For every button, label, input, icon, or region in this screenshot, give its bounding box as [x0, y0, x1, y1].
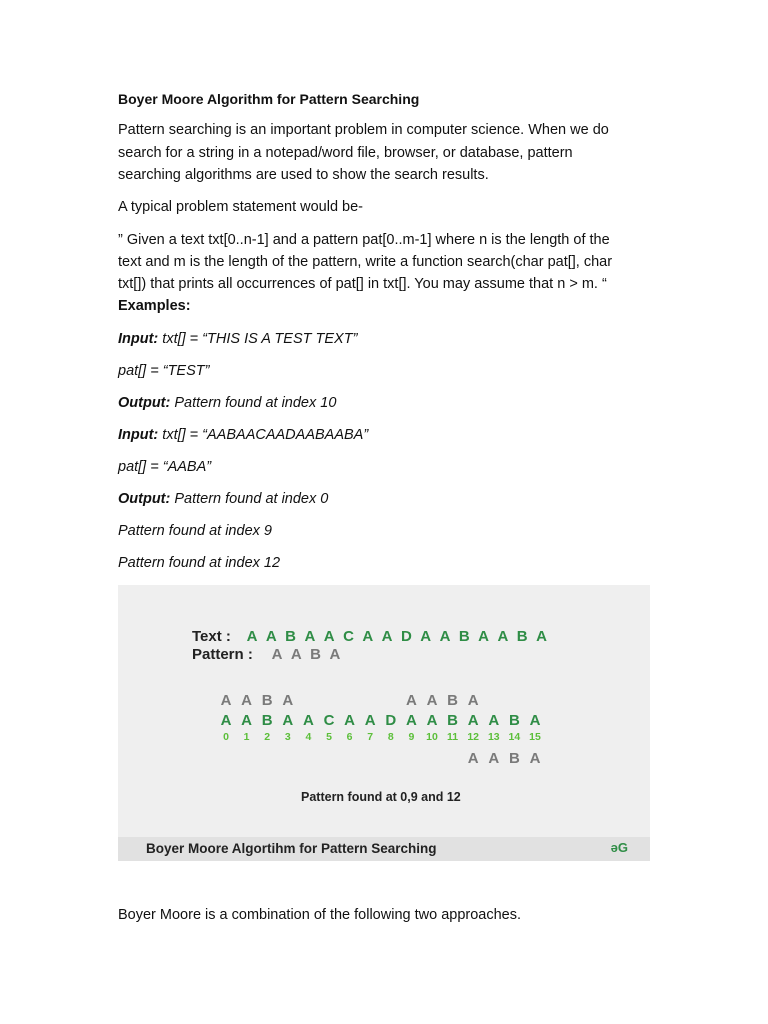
text-label: Text : — [192, 628, 231, 645]
header-text-char: A — [420, 628, 432, 645]
intro-line-1: Pattern searching is an important problem in computer science. When we do — [118, 122, 609, 138]
header-text-char: A — [265, 628, 277, 645]
index-label: 14 — [508, 731, 521, 743]
input-value: txt[] = “THIS IS A TEST TEXT” — [158, 331, 358, 347]
index-label: 8 — [387, 731, 394, 743]
output-label: Output: — [118, 395, 171, 411]
gfg-logo-icon: əG — [610, 840, 628, 855]
text-char: A — [364, 712, 376, 729]
header-text-char: B — [516, 628, 528, 645]
pattern-match-char: A — [488, 750, 500, 767]
text-char: A — [302, 712, 314, 729]
index-label: 15 — [529, 731, 541, 743]
pattern-match-char: A — [241, 692, 253, 709]
header-pattern-char: A — [290, 646, 302, 663]
example2-extra-1: Pattern found at index 9 — [118, 523, 272, 539]
pattern-match-char: A — [426, 692, 438, 709]
pattern-match-char: A — [405, 692, 417, 709]
pattern-match-char: B — [447, 692, 459, 709]
text-char: B — [447, 712, 459, 729]
examples-heading: Examples: — [118, 298, 191, 314]
index-label: 2 — [264, 731, 271, 743]
index-label: 6 — [346, 731, 353, 743]
text-char: A — [282, 712, 294, 729]
example1-pat: pat[] = “TEST” — [118, 363, 210, 379]
pattern-match-char: B — [261, 692, 273, 709]
statement-line-2: text and m is the length of the pattern, write a function search(char pat[], char — [118, 254, 613, 270]
example2-extra-2: Pattern found at index 12 — [118, 555, 281, 571]
output-value: Pattern found at index 0 — [170, 491, 329, 507]
output-label: Output: — [118, 491, 171, 507]
text-char: A — [529, 712, 541, 729]
index-label: 9 — [408, 731, 415, 743]
header-pattern-char: A — [329, 646, 341, 663]
header-text-char: A — [362, 628, 374, 645]
index-label: 10 — [426, 731, 438, 743]
header-text-char: B — [458, 628, 470, 645]
index-label: 11 — [447, 731, 459, 743]
header-text-char: A — [381, 628, 393, 645]
figure-canvas — [118, 585, 650, 837]
input-label: Input: — [118, 427, 159, 443]
header-text-char: A — [439, 628, 451, 645]
index-label: 5 — [326, 731, 332, 743]
pattern-match-char: B — [508, 750, 520, 767]
header-text-char: A — [304, 628, 316, 645]
header-pattern-char: B — [310, 646, 322, 663]
text-char: A — [405, 712, 417, 729]
pattern-match-char: A — [467, 750, 479, 767]
index-label: 7 — [367, 731, 374, 743]
text-char: A — [467, 712, 479, 729]
example1-input — [118, 328, 357, 350]
output-value: Pattern found at index 10 — [170, 395, 337, 411]
example2-pat: pat[] = “AABA” — [118, 459, 212, 475]
page-title: Boyer Moore Algorithm for Pattern Searching — [118, 91, 420, 107]
typical-statement: A typical problem statement would be- — [118, 199, 364, 215]
algorithm-figure — [118, 585, 650, 861]
input-label: Input: — [118, 331, 159, 347]
figure-footer-title: Boyer Moore Algortihm for Pattern Searching — [146, 841, 437, 856]
figure-footer — [118, 837, 650, 861]
text-char: A — [344, 712, 356, 729]
pattern-match-char: A — [220, 692, 232, 709]
found-caption: Pattern found at 0,9 and 12 — [301, 790, 461, 804]
index-label: 4 — [305, 731, 312, 743]
pattern-match-char: A — [467, 692, 479, 709]
text-char: D — [385, 712, 397, 729]
text-char: A — [426, 712, 438, 729]
pattern-match-char: A — [282, 692, 294, 709]
text-char: B — [508, 712, 520, 729]
pattern-match-char: A — [529, 750, 541, 767]
header-text-char: A — [246, 628, 258, 645]
input-value: txt[] = “AABAACAADAABAABA” — [158, 427, 369, 443]
header-text-char: C — [343, 628, 354, 645]
header-text-char: A — [497, 628, 509, 645]
index-label: 1 — [243, 731, 250, 743]
example1-output — [118, 392, 336, 414]
index-label: 13 — [487, 731, 500, 743]
closing-line: Boyer Moore is a combination of the following two approaches. — [118, 907, 521, 923]
text-char: B — [261, 712, 273, 729]
index-label: 3 — [284, 731, 291, 743]
intro-line-2: search for a string in a notepad/word file, browser, or database, pattern — [118, 145, 573, 161]
text-char: C — [323, 712, 335, 729]
header-pattern-char: A — [271, 646, 283, 663]
header-text-char: B — [285, 628, 297, 645]
statement-line-1: ” Given a text txt[0..n-1] and a pattern pat[0..m-1] where n is the length of the — [118, 232, 610, 248]
intro-line-3: searching algorithms are used to show the search results. — [118, 167, 489, 183]
index-label: 0 — [223, 731, 229, 743]
example2-input — [118, 424, 368, 446]
statement-line-3: txt[]) that prints all occurrences of pat[] in txt[]. You may assume that n > m. “ — [118, 276, 607, 292]
example2-output — [118, 488, 328, 510]
header-text-char: A — [323, 628, 335, 645]
text-char: A — [220, 712, 232, 729]
index-label: 12 — [467, 731, 480, 743]
header-text-char: D — [400, 628, 412, 645]
text-char: A — [241, 712, 253, 729]
header-text-char: A — [536, 628, 547, 645]
pattern-label: Pattern : — [192, 646, 253, 663]
text-char: A — [488, 712, 500, 729]
header-text-char: A — [478, 628, 490, 645]
